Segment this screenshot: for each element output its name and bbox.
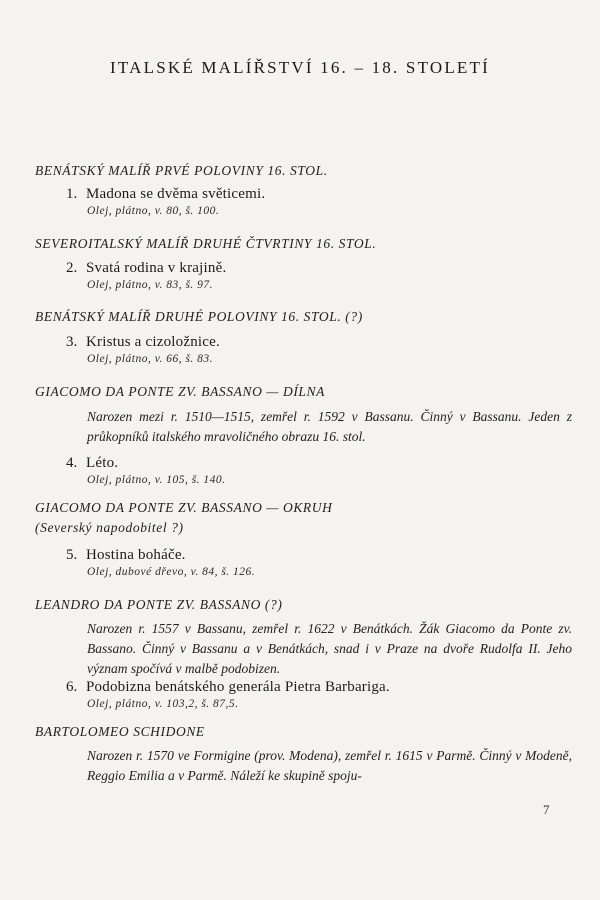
item-title: Kristus a cizoložnice. <box>86 334 220 350</box>
item-number: 2. <box>66 260 78 276</box>
item-number: 5. <box>66 547 78 563</box>
artist-bio: Narozen r. 1557 v Bassanu, zemřel r. 1622 v Benátkách. Žák Giacomo da Ponte zv. Bassano. Činný v Bassanu a v Benátkách, snad i v Praze na dvoře Rudolfa II. Jeho význam spočívá v malbě podobizen. <box>87 621 572 676</box>
page-title: ITALSKÉ MALÍŘSTVÍ 16. – 18. STOLETÍ <box>110 58 490 77</box>
section-subheading: (Severský napodobitel ?) <box>35 520 184 535</box>
item-meta: Olej, dubové dřevo, v. 84, š. 126. <box>87 566 256 578</box>
catalog-item <box>66 546 255 578</box>
section-heading: BENÁTSKÝ MALÍŘ DRUHÉ POLOVINY 16. STOL. (?) <box>35 309 363 324</box>
catalog-item <box>66 333 220 365</box>
catalog-item <box>66 185 265 217</box>
item-meta: Olej, plátno, v. 105, š. 140. <box>87 474 226 486</box>
section-heading: GIACOMO DA PONTE ZV. BASSANO — OKRUH <box>35 500 333 515</box>
item-number: 1. <box>66 186 78 202</box>
section-heading: BENÁTSKÝ MALÍŘ PRVÉ POLOVINY 16. STOL. <box>35 163 328 178</box>
item-meta: Olej, plátno, v. 66, š. 83. <box>87 353 214 365</box>
item-number: 4. <box>66 455 78 471</box>
section-heading: GIACOMO DA PONTE ZV. BASSANO — DÍLNA <box>35 384 325 399</box>
section-heading: BARTOLOMEO SCHIDONE <box>35 724 205 739</box>
section-heading: LEANDRO DA PONTE ZV. BASSANO (?) <box>35 597 283 612</box>
item-number: 3. <box>66 334 78 350</box>
artist-bio: Narozen mezi r. 1510—1515, zemřel r. 1592 v Bassanu. Činný v Bassanu. Jeden z průkopníků italského mravoličného obrazu 16. stol. <box>87 409 572 444</box>
catalog-item <box>66 454 226 486</box>
artist-bio: Narozen r. 1570 ve Formigine (prov. Modena), zemřel r. 1615 v Parmě. Činný v Modeně, Reggio Emilia a v Parmě. Náleží ke skupině spoju- <box>87 748 572 783</box>
catalog-item <box>66 678 390 710</box>
page-number: 7 <box>543 802 550 817</box>
item-meta: Olej, plátno, v. 80, š. 100. <box>87 205 220 217</box>
item-title: Madona se dvěma světicemi. <box>86 186 266 202</box>
item-number: 6. <box>66 679 78 695</box>
catalog-item <box>66 259 226 291</box>
item-title: Léto. <box>86 455 119 471</box>
item-title: Hostina boháče. <box>86 547 186 563</box>
item-title: Podobizna benátského generála Pietra Barbariga. <box>86 679 390 695</box>
item-meta: Olej, plátno, v. 103,2, š. 87,5. <box>87 698 239 710</box>
item-meta: Olej, plátno, v. 83, š. 97. <box>87 279 214 291</box>
item-title: Svatá rodina v krajině. <box>86 260 227 276</box>
section-heading: SEVEROITALSKÝ MALÍŘ DRUHÉ ČTVRTINY 16. STOL. <box>35 236 377 251</box>
